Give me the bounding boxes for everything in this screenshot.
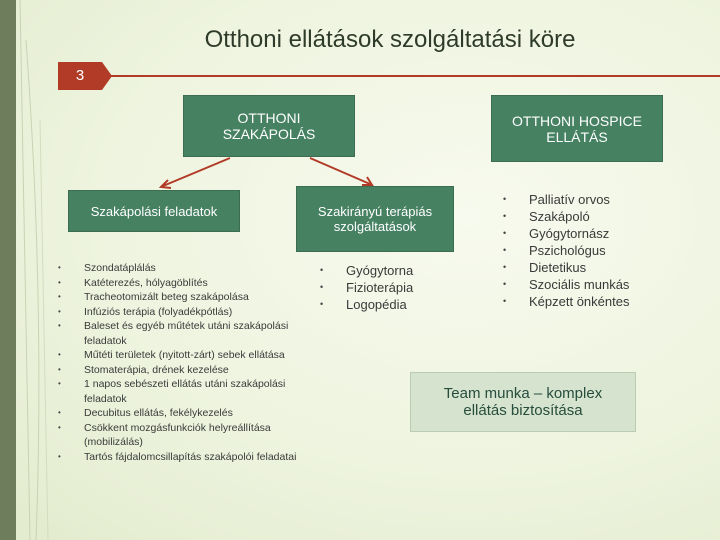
list-item: • Palliatív orvos: [503, 191, 683, 208]
list-item: • Stomaterápia, drének kezelése: [58, 363, 316, 378]
hospice-team-list: [503, 191, 683, 310]
arrow-to-nursing-tasks: [163, 158, 230, 186]
list-item: • Baleset és egyéb műtétek utáni szakápolási feladatok: [58, 319, 316, 348]
list-item: • Szociális munkás: [503, 276, 683, 293]
list-item: • Tracheotomizált beteg szakápolása: [58, 290, 316, 305]
list-item: • 1 napos sebészeti ellátás utáni szakápolási feladatok: [58, 377, 316, 406]
list-item: • Dietetikus: [503, 259, 683, 276]
list-item: • Decubitus ellátás, fekélykezelés: [58, 406, 316, 421]
teamwork-label: Team munka – komplex ellátás biztosítása: [443, 385, 603, 419]
arrow-to-therapy: [310, 158, 370, 184]
nursing-tasks-box: [68, 190, 240, 232]
list-item: • Képzett önkéntes: [503, 293, 683, 310]
specialized-therapy-box: [296, 186, 454, 252]
home-hospice-label: OTTHONI HOSPICE ELLÁTÁS: [512, 112, 642, 145]
list-item: • Csökkent mozgásfunkciók helyreállítása (mobilizálás): [58, 421, 316, 450]
title-rule: [102, 75, 720, 77]
nursing-tasks-list: [58, 261, 316, 464]
list-item: • Gyógytornász: [503, 225, 683, 242]
list-item: • Gyógytorna: [320, 262, 470, 279]
list-item: • Szondatáplálás: [58, 261, 316, 276]
home-hospice-box: [491, 95, 663, 162]
home-nursing-box: [183, 95, 355, 157]
list-item: • Fizioterápia: [320, 279, 470, 296]
list-item: • Katéterezés, hólyagöblítés: [58, 276, 316, 291]
slide-number-badge: 3: [58, 62, 102, 90]
list-item: • Tartós fájdalomcsillapítás szakápolói feladatai: [58, 450, 316, 465]
list-item: • Szakápoló: [503, 208, 683, 225]
list-item: • Logopédia: [320, 296, 470, 313]
teamwork-box: [410, 372, 636, 432]
list-item: • Infúziós terápia (folyadékpótlás): [58, 305, 316, 320]
specialized-therapy-label: Szakirányú terápiás szolgáltatások: [317, 204, 433, 234]
nursing-tasks-label: Szakápolási feladatok: [90, 203, 218, 219]
home-nursing-label: OTTHONI SZAKÁPOLÁS: [222, 110, 316, 142]
list-item: • Pszichológus: [503, 242, 683, 259]
therapy-list: [320, 262, 470, 313]
slide-title: Otthoni ellátások szolgáltatási köre: [204, 26, 576, 53]
list-item: • Műtéti területek (nyitott-zárt) sebek ellátása: [58, 348, 316, 363]
